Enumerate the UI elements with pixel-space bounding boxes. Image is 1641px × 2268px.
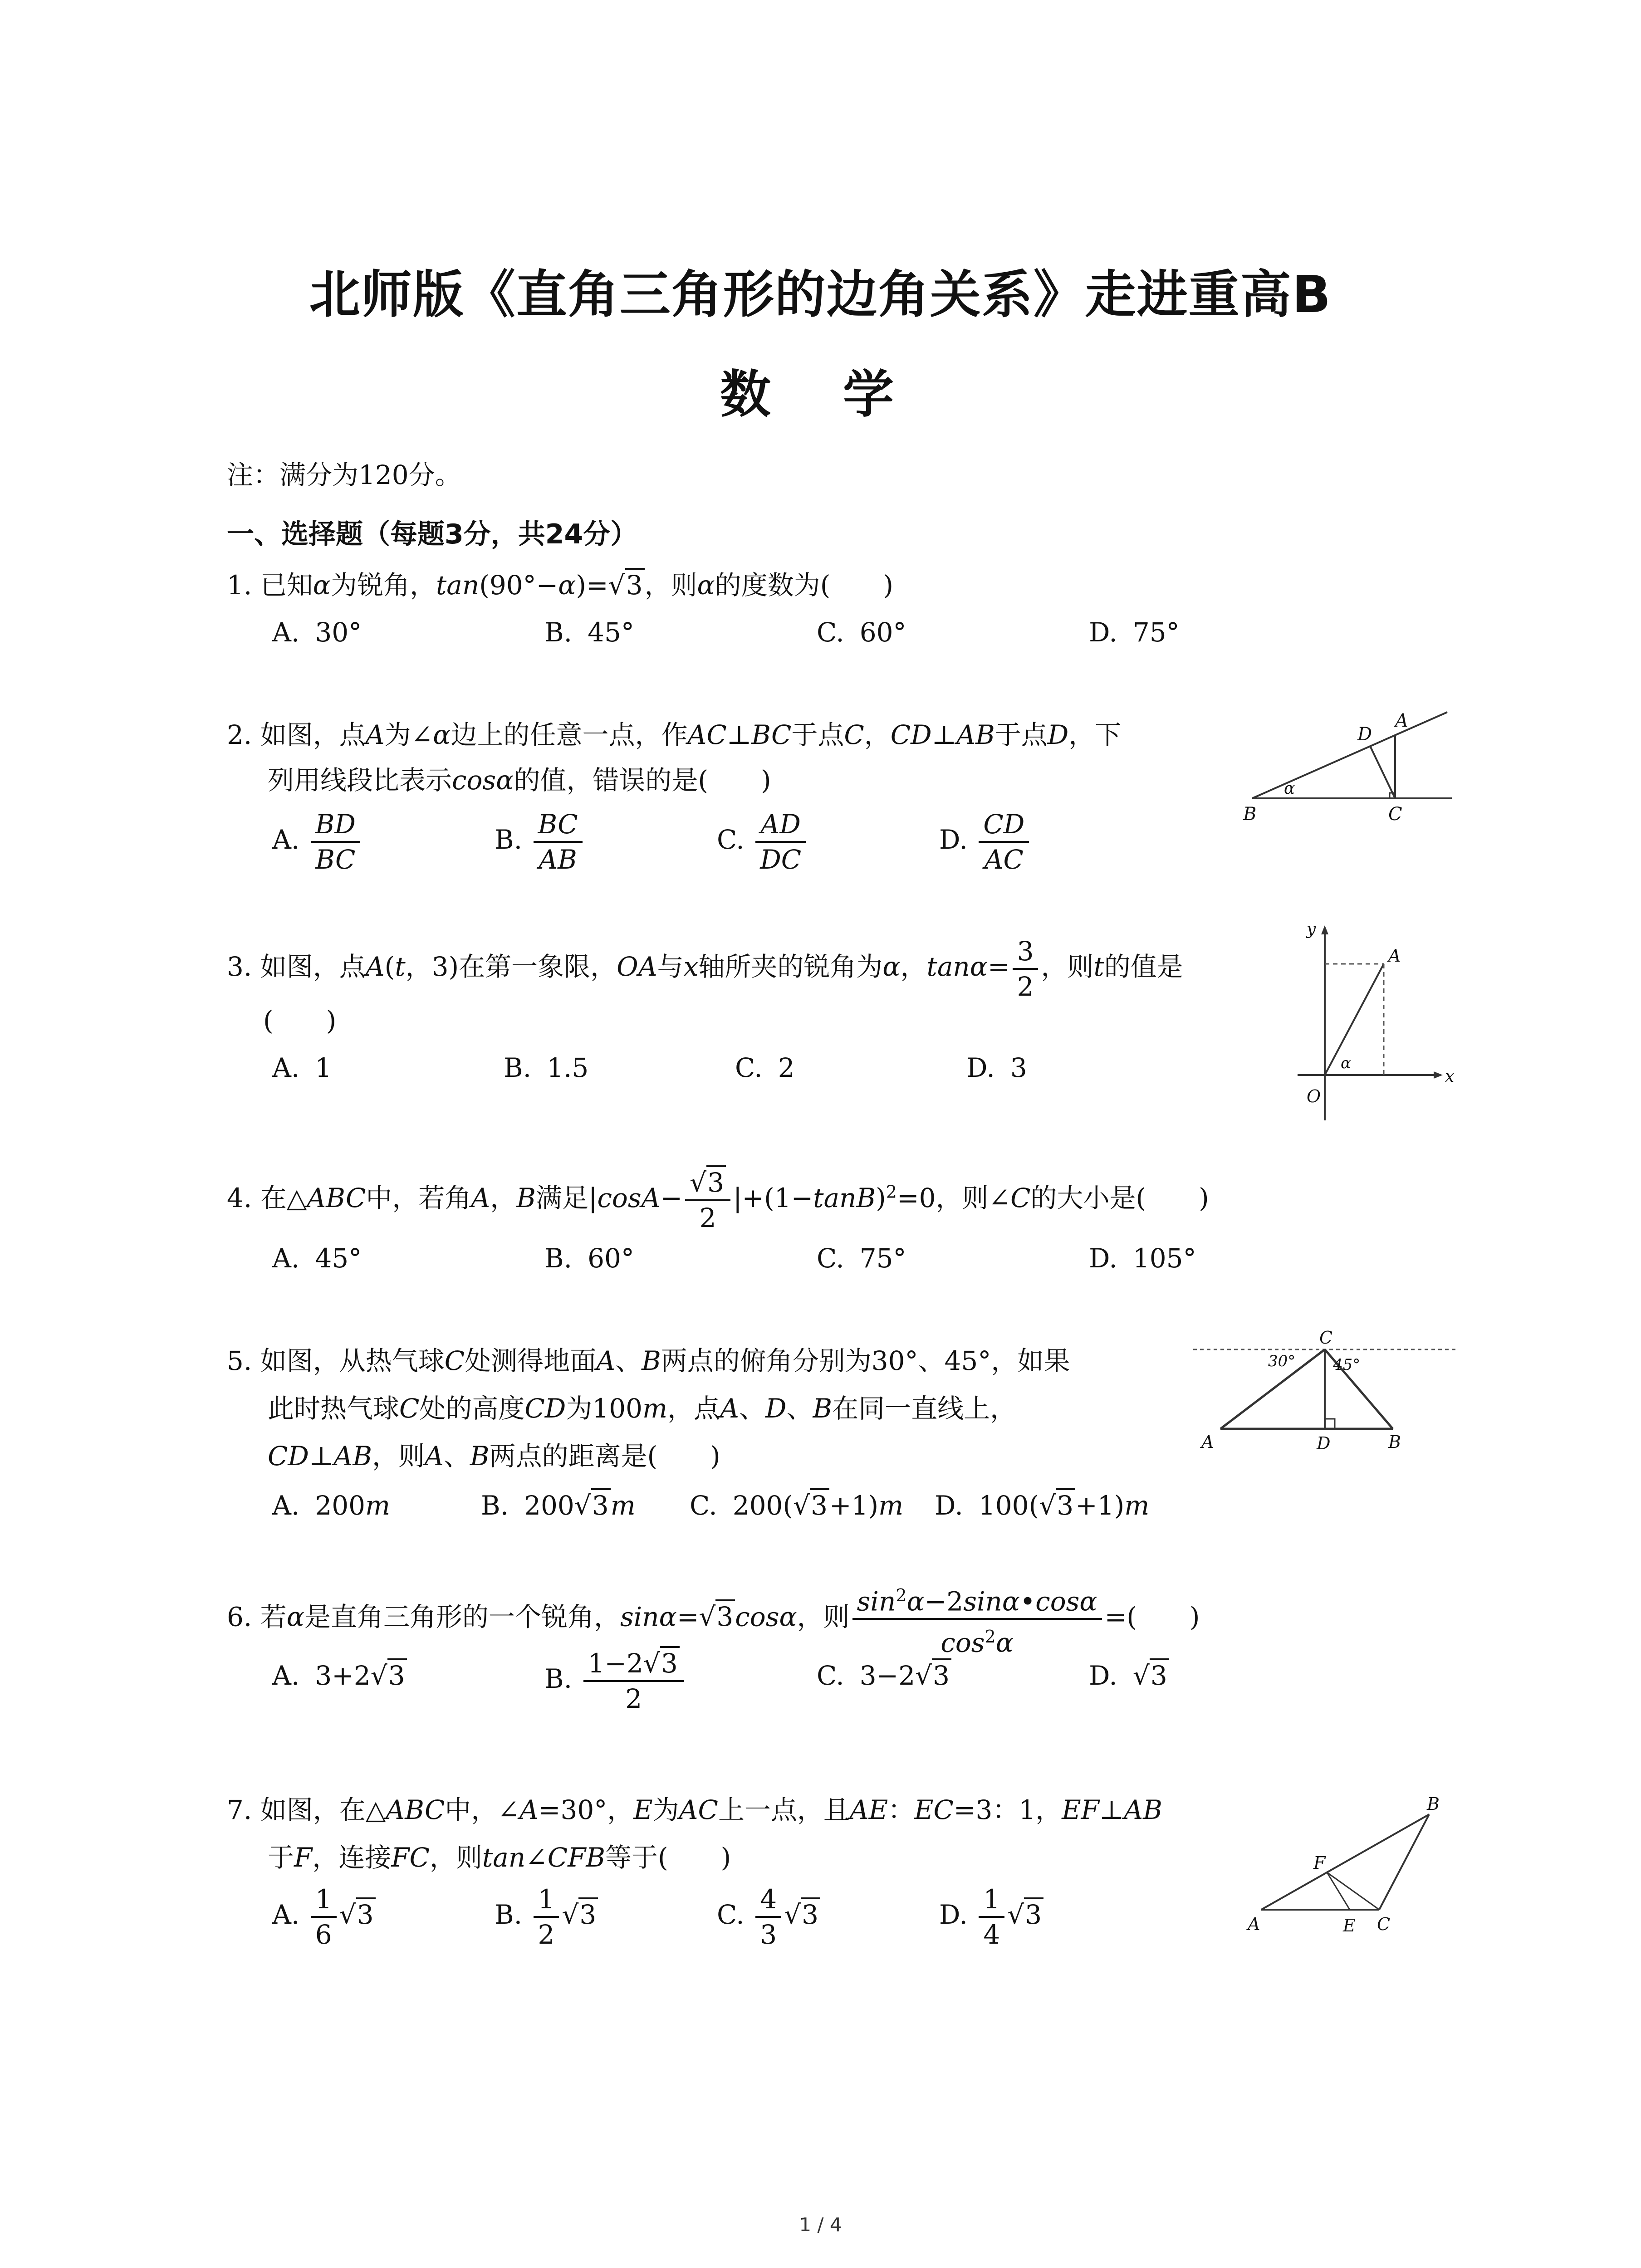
q4-option-c[interactable]: C. 75° <box>817 1243 906 1274</box>
q5-figure <box>1189 1325 1461 1456</box>
question-6: 6. 若α是直角三角形的一个锐角，sinα=√3cosα，则 $\frac{\sin^2\alpha-2\sin\alpha•\cos\alpha}{\cos^2\alpha}$ =( ) <box>227 1579 1200 1660</box>
q3-option-a[interactable]: A. 1 <box>272 1052 332 1083</box>
question-7: 7. 如图，在△ABC中，∠A=30°，E为AC上一点，且AE：EC=3：1，EF⊥AB <box>227 1794 1162 1825</box>
svg-text:A: A <box>1388 946 1401 966</box>
q2-option-c[interactable]: C. $\frac{AD}{DC}$ <box>717 807 808 876</box>
question-number: 1. <box>227 570 252 601</box>
q6-option-a[interactable]: A. 3+2√3 <box>272 1660 407 1691</box>
q2-option-a[interactable]: A. $\frac{BD}{BC}$ <box>272 807 363 876</box>
q7-option-b[interactable]: B. $\frac{1}{2}$ √3 <box>495 1882 598 1951</box>
svg-text:A: A <box>1201 1432 1214 1452</box>
q4-option-a[interactable]: A. 45° <box>272 1243 362 1274</box>
q6-option-d[interactable]: D. √3 <box>1089 1660 1169 1691</box>
q3-option-d[interactable]: D. 3 <box>966 1052 1027 1083</box>
question-7-cont: 于F，连接FC，则tan∠CFB等于( ) <box>268 1842 731 1873</box>
svg-text:D: D <box>1357 724 1372 745</box>
svg-text:A: A <box>1248 1914 1260 1934</box>
q3-figure <box>1279 912 1461 1125</box>
question-3: 3. 如图，点A(t，3)在第一象限，OA与x轴所夹的锐角为α，tanα= $\frac{3}{2}$ ，则t的值是 <box>227 934 1183 1003</box>
svg-text:y: y <box>1307 920 1316 938</box>
q5-option-d[interactable]: D. 100(√3+1)m <box>935 1490 1149 1521</box>
question-5-cont2: CD⊥AB，则A、B两点的距离是( ) <box>268 1441 720 1471</box>
q1-option-a[interactable]: A. 30° <box>272 617 362 648</box>
svg-text:α: α <box>1284 779 1295 798</box>
q7-option-d[interactable]: D. $\frac{1}{4}$ √3 <box>939 1882 1043 1951</box>
q2-option-d[interactable]: D. $\frac{CD}{AC}$ <box>939 807 1032 876</box>
q2-option-b[interactable]: B. $\frac{BC}{AB}$ <box>495 807 585 876</box>
svg-text:A: A <box>1395 710 1408 731</box>
section-title: 一、选择题（每题3分，共24分） <box>227 518 638 550</box>
q4-option-d[interactable]: D. 105° <box>1089 1243 1196 1274</box>
svg-text:C: C <box>1377 1914 1391 1934</box>
q1-option-d[interactable]: D. 75° <box>1089 617 1180 648</box>
q4-option-b[interactable]: B. 60° <box>544 1243 634 1274</box>
q5-option-a[interactable]: A. 200m <box>272 1490 391 1521</box>
q7-option-c[interactable]: C. $\frac{4}{3}$ √3 <box>717 1882 820 1951</box>
q5-option-c[interactable]: C. 200(√3+1)m <box>690 1490 903 1521</box>
svg-text:α: α <box>1341 1054 1351 1072</box>
q3-option-b[interactable]: B. 1.5 <box>504 1052 589 1083</box>
svg-text:B: B <box>1427 1796 1440 1814</box>
q1-option-b[interactable]: B. 45° <box>544 617 634 648</box>
svg-text:E: E <box>1343 1916 1356 1936</box>
question-2: 2. 如图，点A为∠α边上的任意一点，作AC⊥BC于点C，CD⊥AB于点D，下 <box>227 719 1122 750</box>
question-5-cont1: 此时热气球C处的高度CD为100m，点A、D、B在同一直线上， <box>268 1393 1017 1424</box>
q6-option-b[interactable]: B. $\frac{1-2√3}{2}$ <box>544 1647 687 1716</box>
page-number: 1 / 4 <box>799 2214 842 2236</box>
svg-text:D: D <box>1317 1433 1331 1453</box>
q1-option-c[interactable]: C. 60° <box>817 617 906 648</box>
question-1: 1. 已知α为锐角，tan(90°−α)=√3，则α的度数为( ) <box>227 562 893 608</box>
q6-option-c[interactable]: C. 3−2√3 <box>817 1660 951 1691</box>
question-5: 5. 如图，从热气球C处测得地面A、B两点的俯角分别为30°、45°，如果 <box>227 1345 1070 1376</box>
page-title: 北师版《直角三角形的边角关系》走进重高B <box>309 265 1332 324</box>
svg-text:B: B <box>1388 1432 1401 1452</box>
svg-text:30°: 30° <box>1268 1352 1296 1370</box>
score-note: 注：满分为120分。 <box>227 459 461 490</box>
svg-text:45°: 45° <box>1333 1356 1361 1374</box>
question-3-cont: ( ) <box>263 1005 337 1036</box>
q2-figure <box>1239 699 1461 830</box>
question-2-cont: 列用线段比表示cosα的值，错误的是( ) <box>268 765 771 796</box>
svg-text:x: x <box>1445 1067 1455 1086</box>
svg-text:B: B <box>1243 804 1257 825</box>
q7-figure <box>1239 1796 1461 1941</box>
subject-title: 数 学 <box>720 365 921 424</box>
svg-text:C: C <box>1319 1328 1333 1348</box>
svg-text:C: C <box>1388 804 1402 825</box>
svg-text:O: O <box>1307 1086 1321 1106</box>
q3-option-c[interactable]: C. 2 <box>735 1052 795 1083</box>
q5-option-b[interactable]: B. 200√3m <box>481 1490 636 1521</box>
question-4: 4. 在△ABC中，若角A，B满足|cosA− $\frac{√3}{2}$ $|+(1-\tan B)^2=0$，则∠C的大小是( ) <box>227 1166 1209 1235</box>
svg-text:F: F <box>1313 1853 1326 1873</box>
q7-option-a[interactable]: A. $\frac{1}{6}$ √3 <box>272 1882 376 1951</box>
